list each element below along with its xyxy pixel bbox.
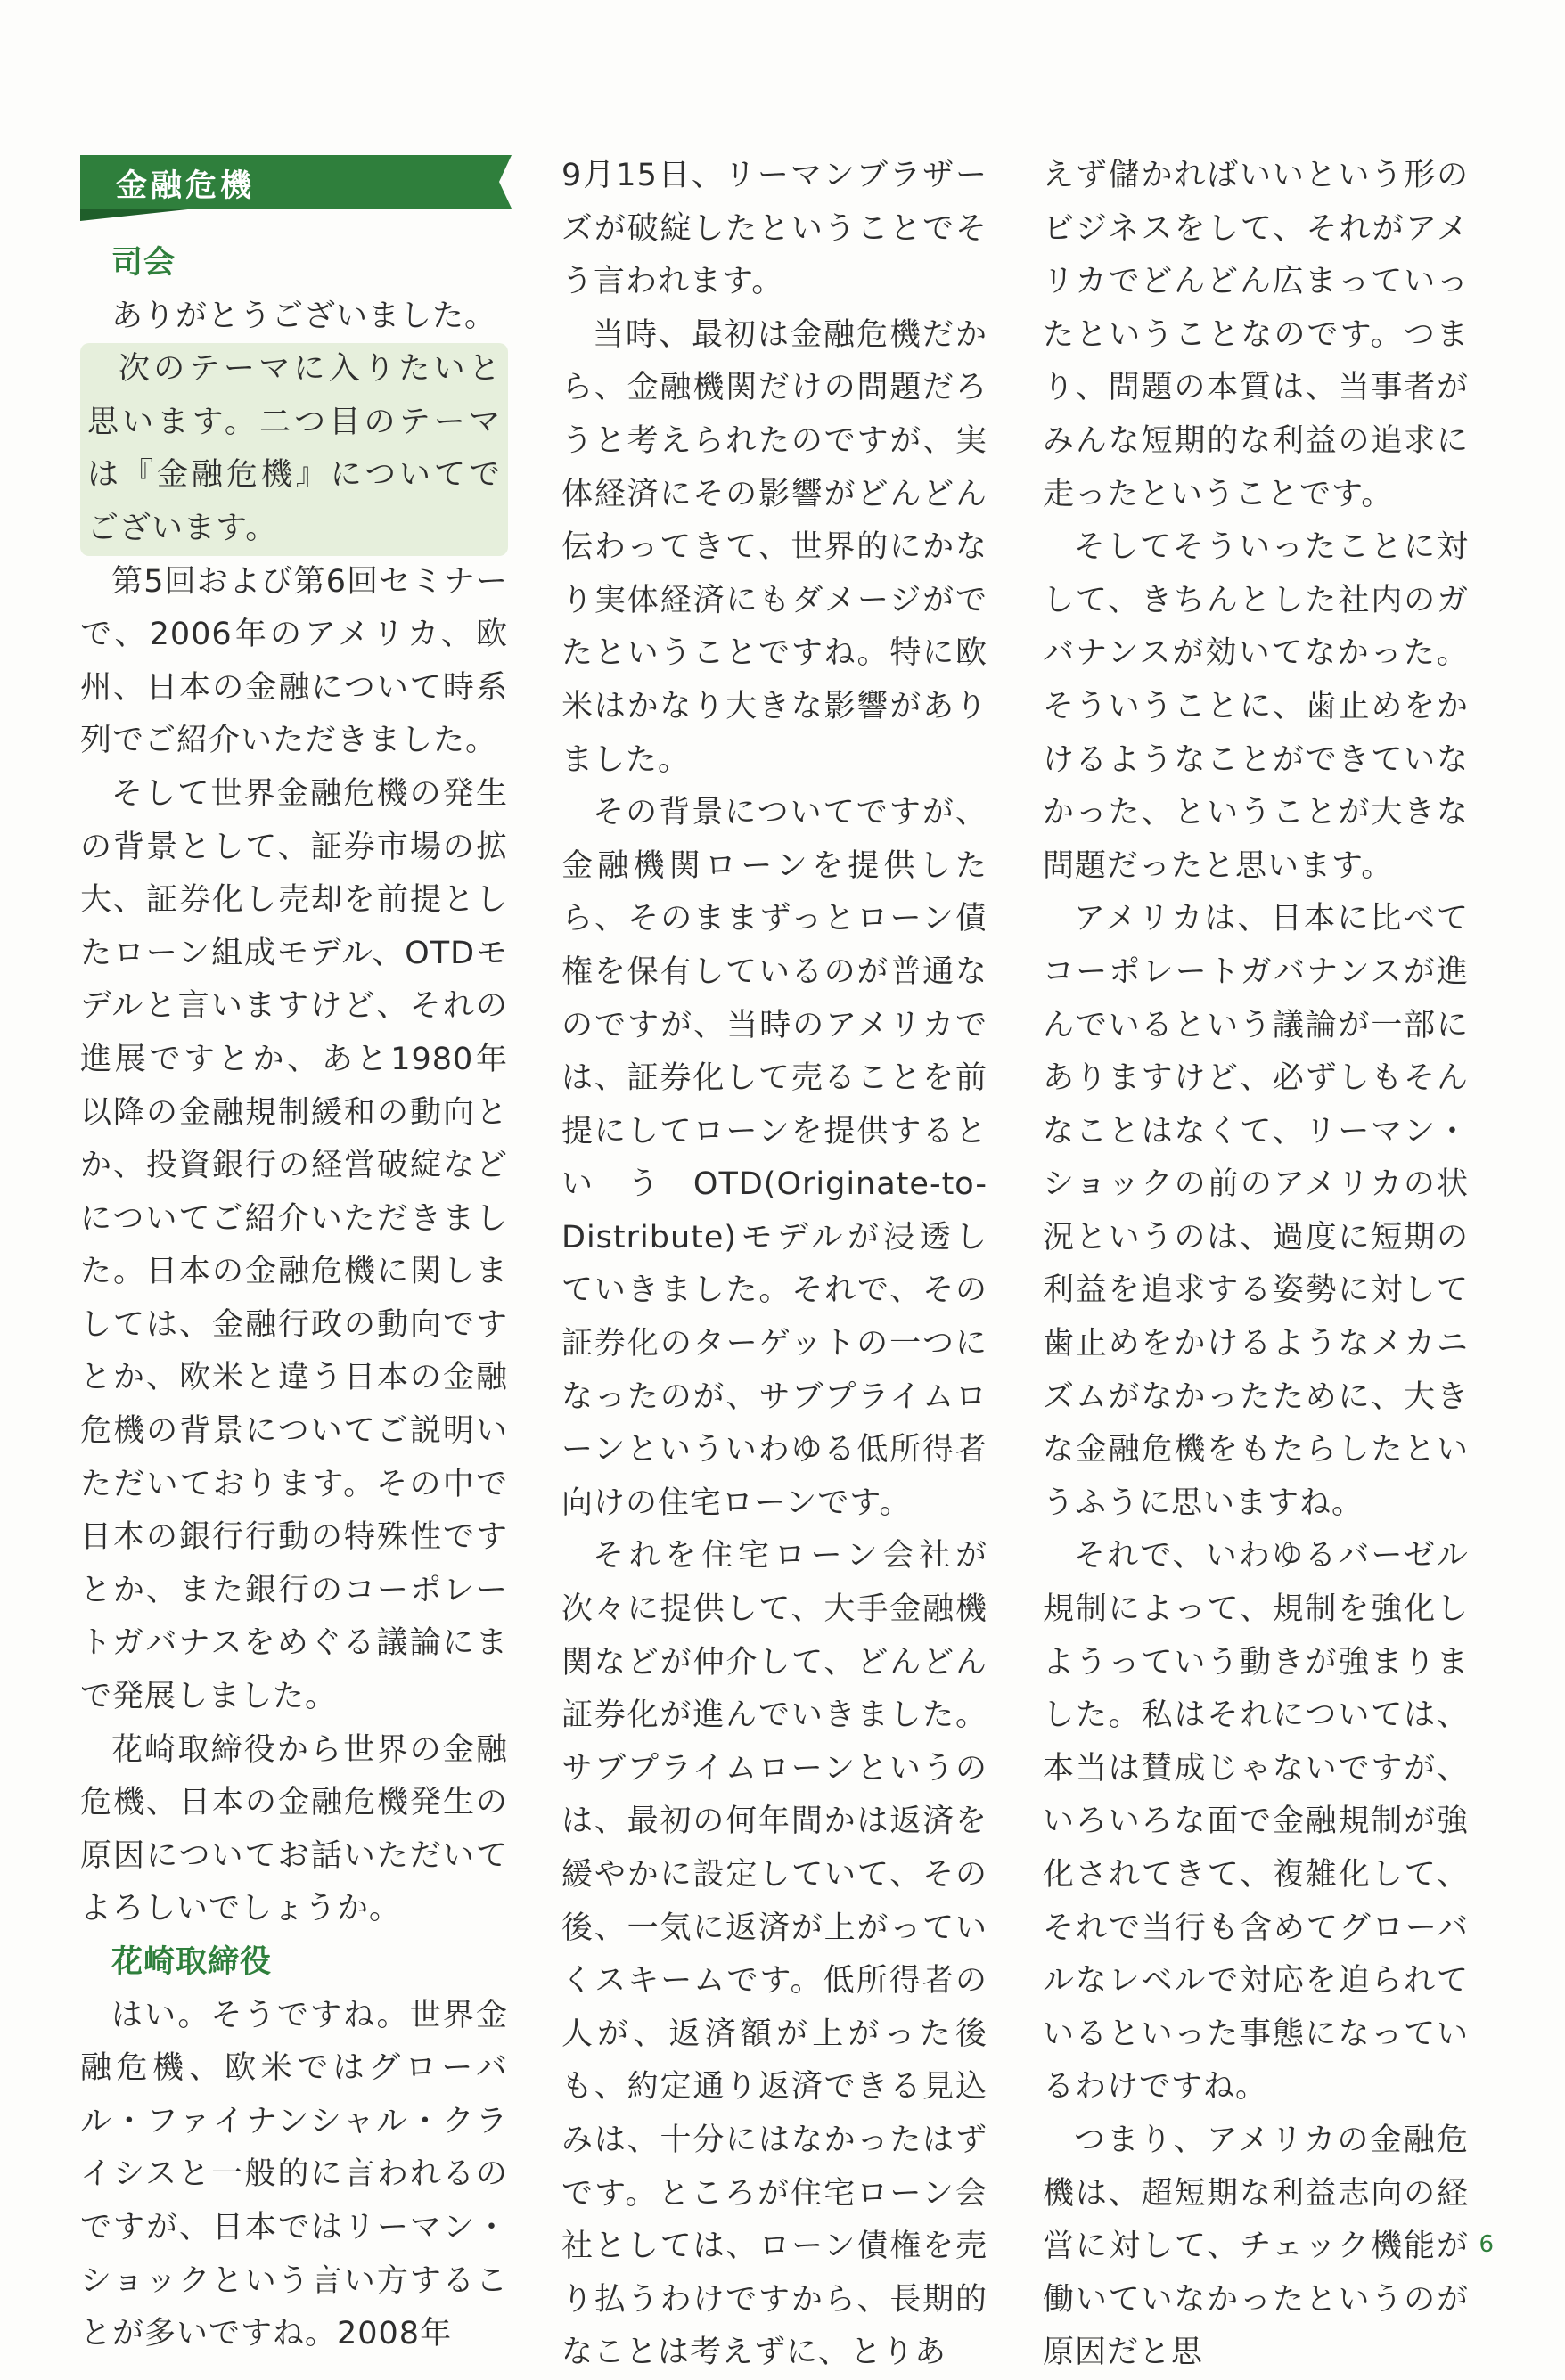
paragraph: その背景についてですが、金融機関ローンを提供したら、そのままずっとローン債権を保有しているのが普通なのですが、当時のアメリカでは、証券化して売ることを前提にしてローンを提供するというOTD(Originate-to-Distribute)モデルが浸透していきました。それで、その証券化のターゲットの一つになったのが、サブプライムローンといういわゆる低所得者向けの住宅ローンです。 (561, 795, 987, 1521)
paragraph: そしてそういったことに対して、きちんとした社内のガバナンスが効いてなかった。そういうことに、歯止めをかけるようなことができていなかった、ということが大きな問題だったと思います。 (1043, 529, 1469, 884)
page-number: 6 (1479, 2231, 1494, 2258)
paragraph: はい。そうですね。世界金融危機、欧米ではグローバル・ファイナンシャル・クライシスと一般的に言われるのですが、日本ではリーマン・ショックという言い方することが多いですね。2008年 (80, 1997, 508, 2352)
paragraph: そして世界金融危機の発生の背景として、証券市場の拡大、証券化し売却を前提としたローン組成モデル、OTDモデルと言いますけど、それの進展ですとか、あと1980年以降の金融規制緩和の動向とか、投資銀行の経営破綻などについてご紹介いただきました。日本の金融危機に関しましては、金融行政の動向ですとか、欧米と違う日本の金融危機の背景についてご説明いただいております。その中で日本の銀行行動の特殊性ですとか、また銀行のコーポレートガバナスをめぐる議論にまで発展しました。 (80, 775, 508, 1715)
paragraph: 9月15日、リーマンブラザーズが破綻したということでそう言われます。 (561, 158, 987, 300)
paragraph: ありがとうございました。 (111, 298, 497, 334)
paragraph: 第5回および第6回セミナーで、2006年のアメリカ、欧州、日本の金融について時系列でご紹介いただきました。 (80, 563, 508, 759)
paragraph: えず儲かればいいという形のビジネスをして、それがアメリカでどんどん広まっていったということなのです。つまり、問題の本質は、当事者がみんな短期的な利益の追求に走ったということです。 (1043, 158, 1469, 512)
section-heading (80, 150, 512, 223)
speaker-label: 花崎取締役 (111, 1944, 273, 1980)
highlighted-paragraph: 次のテーマに入りたいと思います。二つ目のテーマは『金融危機』についてでございます。 (80, 343, 508, 555)
paragraph: それを住宅ローン会社が次々に提供して、大手金融機関などが仲介して、どんどん証券化が進んでいきました。サブプライムローンというのは、最初の何年間かは返済を緩やかに設定していて、その後、一気に返済が上がっていくスキームです。低所得者の人が、返済額が上がった後も、約定通り返済できる見込みは、十分にはなかったはずです。ところが住宅ローン会社としては、ローン債権を売り払うわけですから、長期的なことは考えずに、とりあ (561, 1538, 987, 2371)
section-title: 金融危機 (116, 168, 256, 204)
paragraph: 当時、最初は金融危機だから、金融機関だけの問題だろうと考えられたのですが、実体経済にその影響がどんどん伝わってきて、世界的にかなり実体経済にもダメージがでたということですね。特に欧米はかなり大きな影響がありました。 (561, 316, 987, 778)
paragraph: つまり、アメリカの金融危機は、超短期な利益志向の経営に対して、チェック機能が働いていなかったというのが原因だと思 (1043, 2122, 1469, 2371)
column-2 (561, 150, 987, 2380)
paragraph: アメリカは、日本に比べてコーポレートガバナンスが進んでいるという議論が一部にありますけど、必ずしもそんなことはなくて、リーマン・ショックの前のアメリカの状況というのは、過度に短期の利益を追求する姿勢に対して歯止めをかけるようなメカニズムがなかったために、大きな金融危機をもたらしたというふうに思いますね。 (1043, 901, 1469, 1521)
paragraph: 花崎取締役から世界の金融危機、日本の金融危機発生の原因についてお話いただいてよろしいでしょうか。 (80, 1731, 508, 1927)
paragraph: それで、いわゆるバーゼル規制によって、規制を強化しようっていう動きが強まりました。私はそれについては、本当は賛成じゃないですが、いろいろな面で金融規制が強化されてきて、複雑化して、それで当行も含めてグローバルなレベルで対応を迫られているといった事態になっているわけですね。 (1043, 1538, 1469, 2106)
column-1 (80, 150, 508, 2361)
speaker-label: 司会 (111, 245, 176, 281)
column-3 (1043, 150, 1469, 2380)
